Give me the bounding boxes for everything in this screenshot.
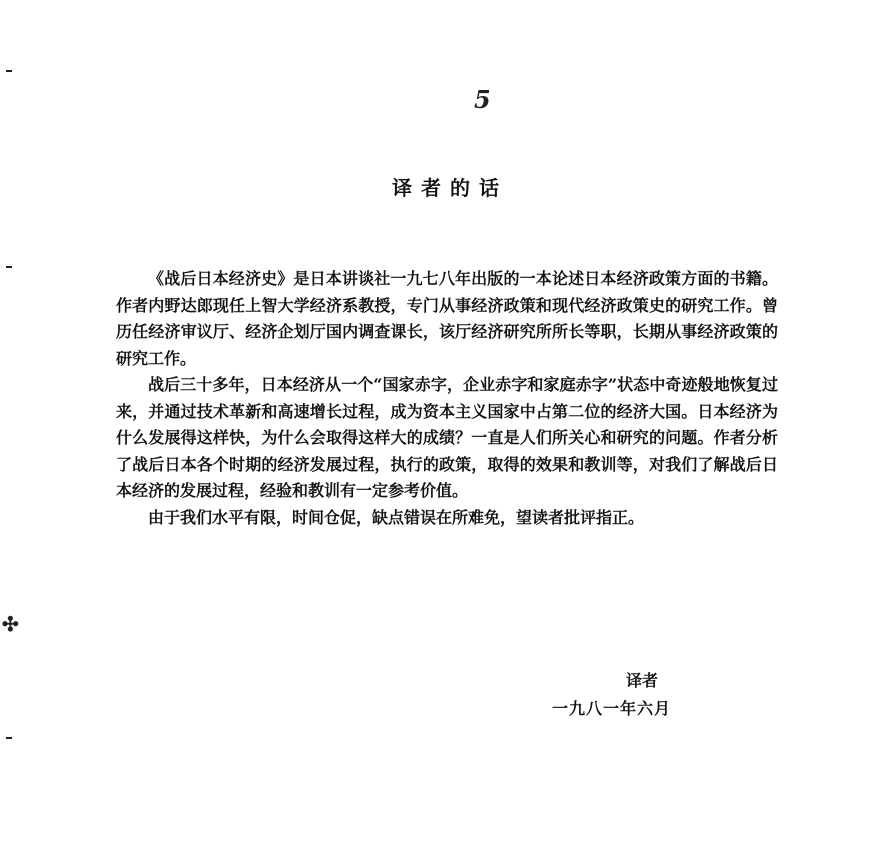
- scan-edge-mark: [6, 737, 12, 739]
- page-title: 译者的话: [392, 176, 508, 200]
- scan-edge-artifact: ✣: [2, 612, 19, 636]
- preface-body: [116, 266, 778, 531]
- paragraph: 《战后日本经济史》是日本讲谈社一九七八年出版的一本论述日本经济政策方面的书籍。作者内野达郎现任上智大学经济系教授，专门从事经济政策和现代经济政策史的研究工作。曾历任经济审议厅、经济企划厅国内调查课长，该厅经济研究所所长等职，长期从事经济政策的研究工作。: [116, 269, 778, 368]
- signature-role: 译者: [626, 671, 659, 690]
- scan-edge-mark: [6, 266, 12, 268]
- page-number-mark: 5: [474, 85, 491, 114]
- scan-edge-mark: [6, 70, 12, 72]
- paragraph: 由于我们水平有限，时间仓促，缺点错误在所难免，望读者批评指正。: [148, 507, 645, 527]
- signature-date: 一九八一年六月: [552, 699, 672, 718]
- paragraph: 战后三十多年，日本经济从一个“国家赤字，企业赤字和家庭赤字”状态中奇迹般地恢复过来，并通过技术革新和高速增长过程，成为资本主义国家中占第二位的经济大国。日本经济为什么发展得这样快，为什么会取得这样大的成绩？一直是人们所关心和研究的问题。作者分析了战后日本各个时期的经济发展过程，执行的政策，取得的效果和教训等，对我们了解战后日本经济的发展过程，经验和教训有一定参考价值。: [116, 375, 778, 500]
